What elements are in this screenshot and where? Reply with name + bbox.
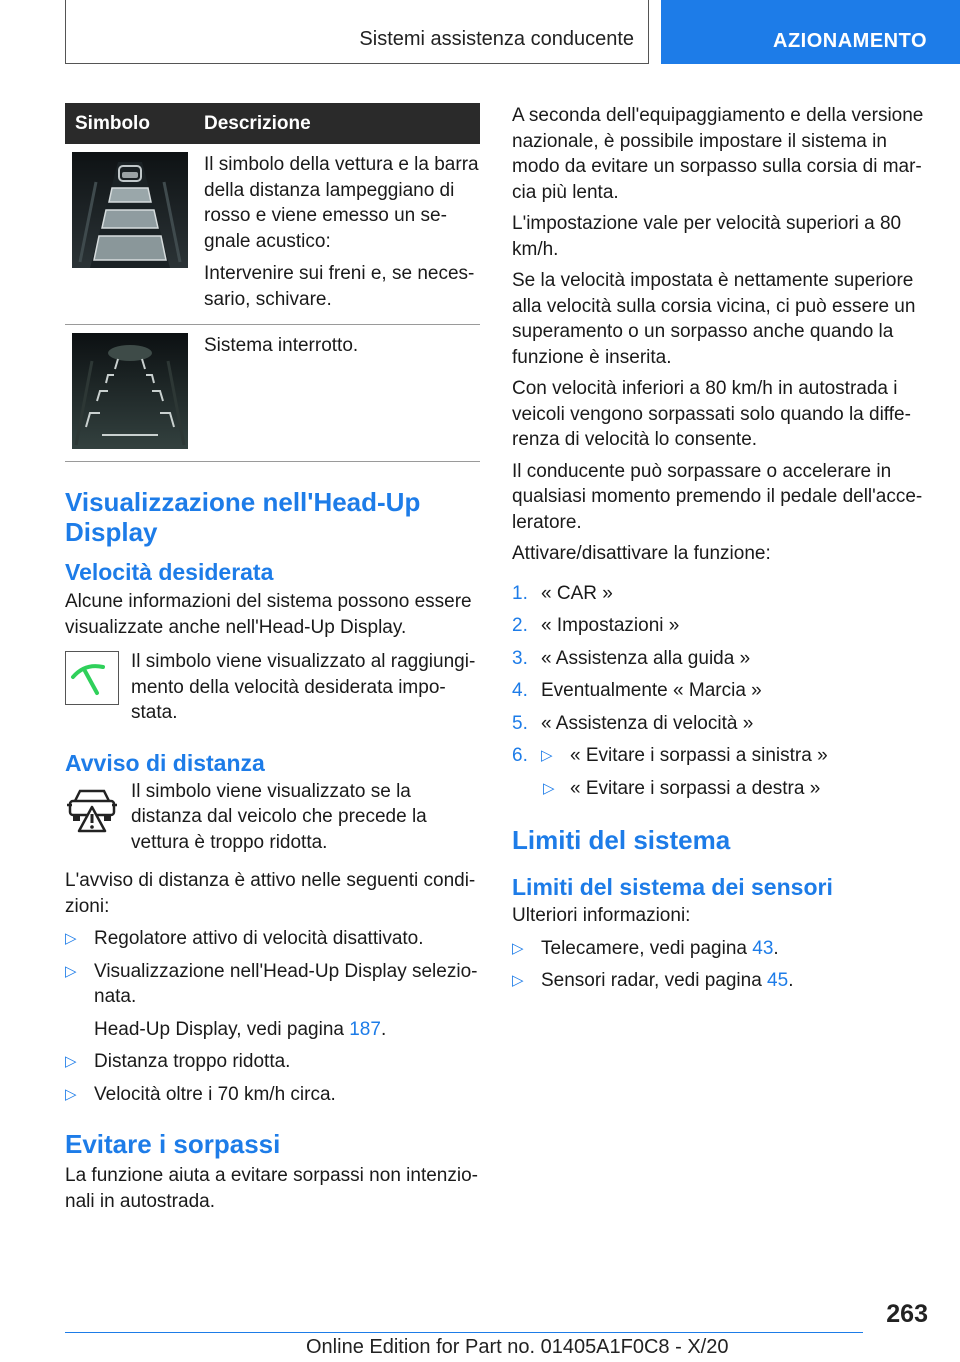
list-item: ▷ « Evitare i sorpassi a destra » [512, 776, 930, 802]
sensor-limits-heading: Limiti del sistema dei sensori [512, 874, 833, 900]
bullet-triangle-icon: ▷ [512, 972, 524, 989]
col-symbol-header: Simbolo [65, 103, 194, 144]
section-title: Sistemi assistenza conducente [359, 28, 634, 50]
left-column [65, 103, 480, 1214]
steps-list [512, 581, 930, 802]
row2-description: Sistema interrotto. [204, 335, 359, 356]
page-number: 263 [886, 1300, 928, 1328]
list-item: ▷ Regolatore attivo di velocità disattivato. [65, 926, 480, 952]
list-item: ▷ Sensori radar, vedi pagina 45. [512, 968, 930, 994]
distance-warning-symbol-row [65, 779, 480, 856]
row1-instruction: Intervenire sui freni e, se neces-sario, schivare. [204, 263, 475, 310]
limits-intro: Ulteriori informazioni: [512, 905, 691, 926]
list-item: 3. « Assistenza alla guida » [512, 647, 751, 669]
overtake-paragraph: L'impostazione vale per velocità superiori a 80 km/h. [512, 213, 902, 260]
footer-divider [65, 1332, 863, 1333]
hud-heading: Visualizzazione nell'Head-Up Display [65, 487, 421, 547]
desired-speed-checkmark-icon [65, 651, 119, 705]
overtake-intro: La funzione aiuta a evitare sorpassi non intenzio-nali in autostrada. [65, 1165, 478, 1212]
chapter-tab: AZIONAMENTO [661, 0, 960, 64]
bullet-triangle-icon: ▷ [65, 962, 77, 980]
desired-speed-heading: Velocità desiderata [65, 559, 274, 585]
page-link-187[interactable]: 187 [349, 1018, 381, 1040]
row1-description: Il simbolo della vettura e la barra della distanza lampeggiano di rosso e viene emesso un se-gnale acustico: [204, 154, 479, 252]
distance-warning-lanes-icon [72, 152, 188, 268]
distance-warning-heading: Avviso di distanza [65, 749, 265, 776]
car-warning-icon [65, 781, 119, 835]
limits-heading: Limiti del sistema [512, 825, 731, 855]
table-row [65, 144, 480, 325]
toggle-intro: Attivare/disattivare la funzione: [512, 543, 771, 564]
overtake-heading: Evitare i sorpassi [65, 1129, 281, 1159]
desired-speed-symbol-text: Il simbolo viene visualizzato al raggiungi-mento della velocità desiderata impo-stata. [131, 651, 476, 723]
overtake-paragraph: A seconda dell'equipaggiamento e della versione nazionale, è possibile impostare il sistema in modo da evitare un sorpasso sulla corsia di mar-cia più lenta. [512, 105, 924, 203]
bullet-triangle-icon: ▷ [543, 779, 555, 797]
right-column [512, 103, 930, 994]
desired-speed-intro: Alcune informazioni del sistema possono essere visualizzate anche nell'Head-Up Display. [65, 591, 472, 638]
col-description-header: Descrizione [194, 103, 480, 144]
edition-note: Online Edition for Part no. 01405A1F0C8 - X/20 [306, 1336, 729, 1358]
list-item: ▷ Telecamere, vedi pagina 43. [512, 936, 930, 962]
system-interrupted-lanes-icon [72, 333, 188, 449]
distance-warning-symbol-text: Il simbolo viene visualizzato se la distanza dal veicolo che precede la vettura è troppo ridotta. [131, 780, 427, 853]
symbol-table [65, 103, 480, 462]
desired-speed-symbol-row [65, 649, 480, 726]
bullet-triangle-icon: ▷ [541, 747, 553, 764]
bullet-triangle-icon: ▷ [65, 1085, 77, 1103]
list-item: ▷ Velocità oltre i 70 km/h circa. [65, 1082, 480, 1108]
list-item: ▷ Visualizzazione nell'Head-Up Display selezio-nata. Head-Up Display, vedi pagina 187. [65, 959, 480, 1043]
bullet-triangle-icon: ▷ [65, 930, 77, 947]
list-item: 2. « Impostazioni » [512, 615, 680, 636]
running-header [65, 0, 649, 64]
table-header-row [65, 103, 480, 144]
overtake-paragraph: Il conducente può sorpassare o accelerare in qualsiasi momento premendo il pedale dell'acce-leratore. [512, 460, 923, 533]
list-item: 6. ▷ « Evitare i sorpassi a sinistra » [512, 743, 930, 769]
list-item: 5. « Assistenza di velocità » [512, 712, 754, 734]
table-row [65, 325, 480, 462]
overtake-paragraph: Con velocità inferiori a 80 km/h in autostrada i veicoli vengono sorpassati solo quando la diffe-renza di velocità lo consente. [512, 378, 911, 450]
list-item: ▷ Distanza troppo ridotta. [65, 1049, 480, 1075]
hud-page-reference: Head-Up Display, vedi pagina 187. [94, 1018, 387, 1040]
bullet-triangle-icon: ▷ [65, 1053, 77, 1070]
bullet-triangle-icon: ▷ [512, 939, 524, 957]
overtake-paragraph: Se la velocità impostata è nettamente superiore alla velocità sulla corsia vicina, ci può essere un superamento o un sorpasso anche quando la funzione è inserita. [512, 270, 916, 368]
list-item: 1. « CAR » [512, 582, 613, 604]
list-item: 4. Eventualmente « Marcia » [512, 680, 762, 701]
page-link-43[interactable]: 43 [752, 937, 774, 959]
page-link-45[interactable]: 45 [767, 970, 789, 991]
conditions-intro: L'avviso di distanza è attivo nelle seguenti condi-zioni: [65, 870, 476, 917]
